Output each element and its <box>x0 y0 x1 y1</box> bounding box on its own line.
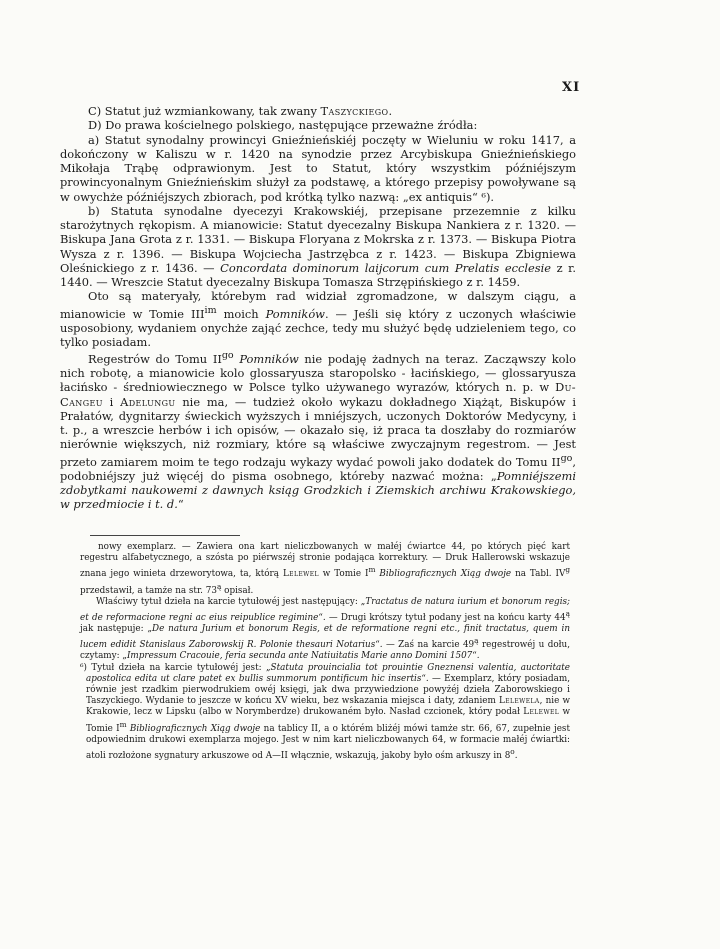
paragraph-c: C) Statut już wzmiankowany, tak zwany Taszyckiego. <box>88 104 393 118</box>
paragraph-d: D) Do prawa kościelnego polskiego, następujące przeważne źródła: <box>88 118 478 133</box>
footnotes <box>80 542 570 762</box>
paragraph-materials: Oto są materyały, którebym rad widział zgromadzone, w dalszym ciągu, a mianowicie w Tomie $III^{im}$ moich Pomników. — Jeśli się który z uczonych właściwie usposobiony, wydaniem onychże zająć zechce, tedy mu służyć będę udzieleniem tego, co tylko posiadam. <box>60 289 577 349</box>
main-text <box>60 104 576 511</box>
page-number: XI <box>562 80 581 95</box>
footnote-continuation: nowy exemplarz. — Zawiera ona kart nieliczbowanych w małéj ćwiartce 44, po których pięć kart regestru alfabetycznego, a szósta po piérwszéj stronie podająca korrektury. — Druk Hallerowski wskazuje znana jego winieta drzeworytowa, ta, którą Lelewel w Tomie $I^m$ Bibliograficznych Xiąg dwoje na Tabl. $IV^g$ przedstawił, a tamże na str. $73^ą$ opisał. <box>80 542 571 596</box>
footnote-divider <box>90 535 240 536</box>
paragraph-registers: Regestrów do Tomu $II^{go}$ Pomników nie podaję żadnych na teraz. Zacząwszy kolo nich robotę, a mianowicie kolo glossaryusza staropolsko - łacińskiego, — glossaryusza łacińsko - średniowiecznego w Polsce tylko używanego wyrazów, których n. p. w Du-Cangeu i Adelungu nie ma, — tudzież około wykazu dokładnego Xiążąt, Biskupów i Prałatów, dygnitarzy świeckich wyższych i mniéjszych, uczonych Doktorów Medycyny, i t. p., a wreszcie herbów i ich opisów, — okazało się, iż praca ta doszłaby do rozmiarów nierównie większych, niż rozmiary, które są właściwe zwyczajnym regestrom. — Jest przeto zamiarem moim te tego rodzaju wykazy wydać powoli jako dodatek do Tomu $II^{go}$, podobniéjszy już więcéj do pisma osobnego, któreby nazwać można: „Pomniéjszemi zdobytkami naukowemi z dawnych ksiąg Grodzkich i Ziemskich archiwu Krakowskiego, w przedmiocie i t. d.“ <box>60 350 576 512</box>
footnote-6: ⁶) Tytuł dzieła na karcie tytułowéj jest: „Statuta prouincialia tot prouintie Gneznensi valentia, auctoritate apostolica edita ut clare patet ex bullis summorum pontificum hic insertis“. — Exemplarz, który posiadam, równie jest rzadkim pierwodrukiem owéj księgi, jak dwa przywiedzione powyżéj dzieła Zaborowskiego i Taszyckiego. Wydanie to jeszcze w końcu XV wieku, bez wskazania miejsca i daty, zdaniem Lelewela, nie w Krakowie, lecz w Lipsku (albo w Norymberdze) drukowaném było. Nasład czcionek, który podał Lelewel w Tomie $I^m$ Bibliograficznych Xiąg dwoje na tablicy II, a o którém bliżéj mówi tamże str. 66, 67, zupełnie jest odpowiednim drukowi exemplarza mojego. Jest w nim kart nieliczbowanych 64, w formacie małéj ćwiartki: atoli rozłożone sygnatury arkuszowe od A—II włącznie, wskazują, jakoby było ośm arkuszy in 8$^o$. <box>80 662 571 761</box>
footnote-title: Właściwy tytuł dzieła na karcie tytułowéj jest następujący: „Tractatus de natura iurium et bonorum regis; et de reformacione regni ac eius reipublice regimine“. — Drugi krótszy tytuł podany jest na końcu karty $44^ą$ jak następuje: „De natura Jurium et bonorum Regis, et de reformatione regni etc., finit tractatus, quem in lucem edidit Stanislaus Zaborowskij R. Polonie thesauri Notarius“. — Zaś na karcie $49^ą$ regestrowéj u dołu, czytamy: „Impressum Cracouie, feria secunda ante Natiuitatis Marie anno Domini 1507“. <box>80 596 571 662</box>
paragraph-a: a) Statut synodalny prowincyi Gnieźnieńskiéj poczęty w Wieluniu w roku 1417, a dokończony w Kaliszu w r. 1420 na synodzie przez Arcybiskupa Gnieźnieńskiego Mikołaja Trąbę odprawionym. Jest to Statut, który wszystkim późniéjszym prowincyonalnym Gnieźnieńskim służył za podstawę, a którego przepisy powoływane są w owychże późniéjszych zbiorach, pod krótką tylko nazwą: „ex antiquis“ ⁶). <box>60 132 576 204</box>
paragraph-b: b) Statuta synodalne dyecezyi Krakowskiéj, przepisane przezemnie z kilku starożytnych rękopism. A mianowicie: Statut dyecezalny Biskupa Nankiera z r. 1320. — Biskupa Jana Grota z r. 1331. — Biskupa Floryana z Mokrska z r. 1373. — Biskupa Piotra Wysza z r. 1396. — Biskupa Wojciecha Jastrzębca z r. 1423. — Biskupa Zbigniewa Oleśnickiego z r. 1436. — Concordata dominorum laijcorum cum Prelatis ecclesie z r. 1440. — Wreszcie Statut dyecezalny Biskupa Tomasza Strzępińskiego z r. 1459. <box>60 203 576 289</box>
